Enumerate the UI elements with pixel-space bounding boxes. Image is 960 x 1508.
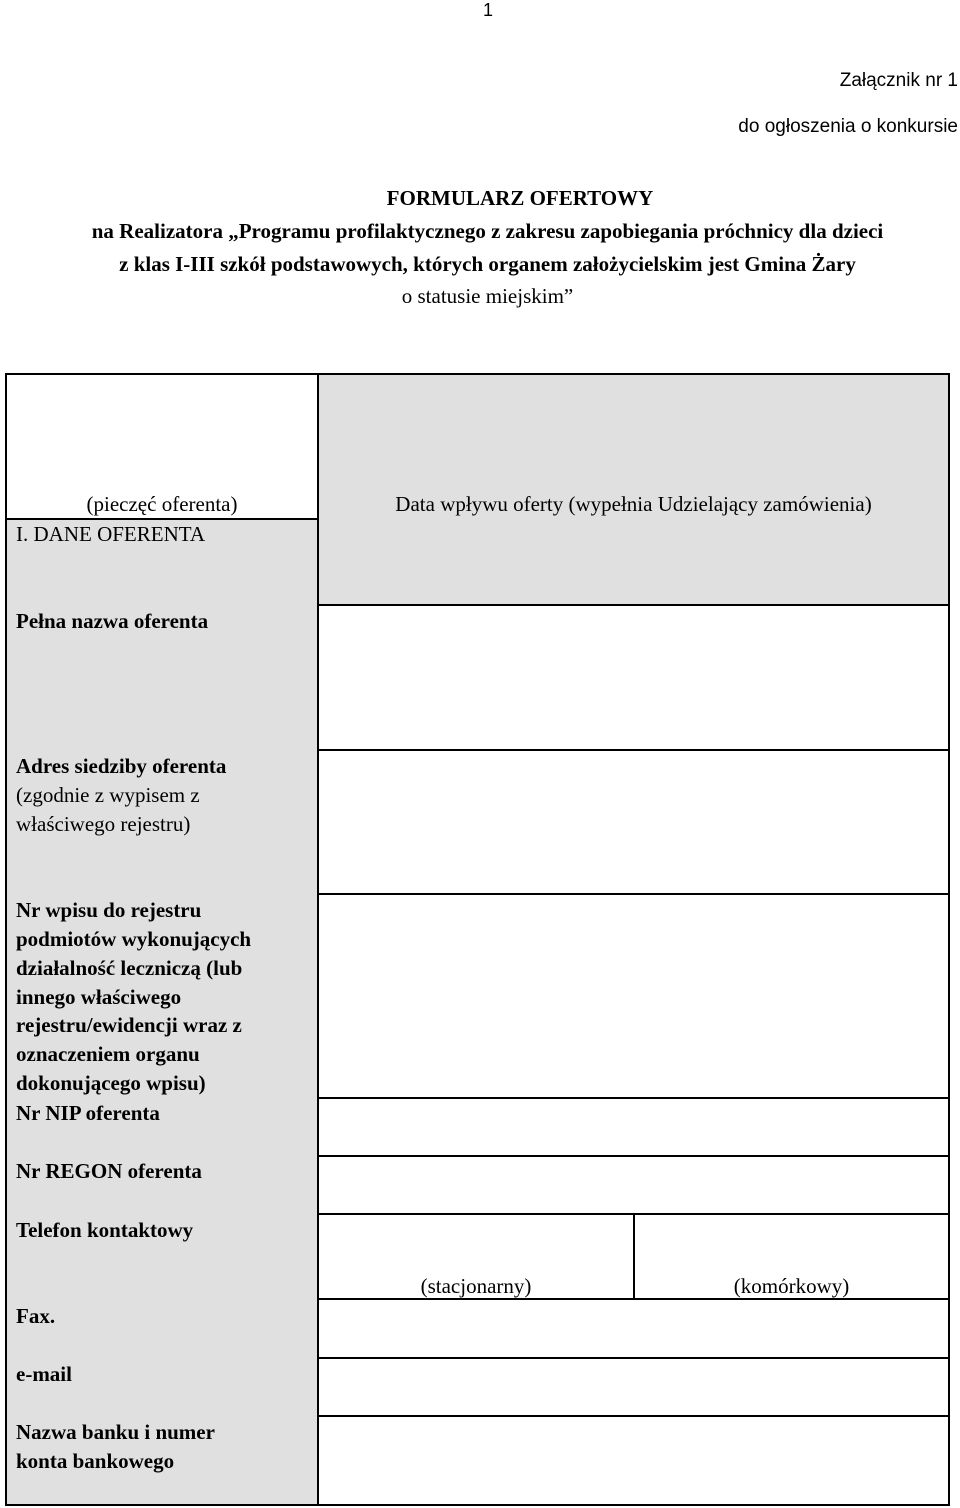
- registry-label-line-3: działalność leczniczą (lub: [16, 956, 243, 980]
- bank-label-line-1: Nazwa banku i numer: [16, 1420, 215, 1444]
- phone-label: Telefon kontaktowy: [16, 1218, 194, 1242]
- nip-label: Nr NIP oferenta: [16, 1101, 160, 1125]
- fax-input[interactable]: [320, 1300, 948, 1357]
- phone-mobile-caption: (komórkowy): [733, 1274, 850, 1298]
- stamp-label: (pieczęć oferenta): [86, 492, 238, 516]
- attachment-number: Załącznik nr 1: [839, 70, 958, 91]
- page-number: 1: [482, 0, 493, 20]
- registry-label-line-6: oznaczeniem organu: [16, 1042, 200, 1066]
- bank-label-line-2: konta bankowego: [16, 1449, 175, 1473]
- address-label: Adres siedziby oferenta: [16, 754, 227, 778]
- fax-label: Fax.: [16, 1304, 56, 1328]
- bank-input[interactable]: [320, 1417, 948, 1504]
- phone-landline-caption: (stacjonarny): [420, 1274, 532, 1298]
- email-label: e-mail: [16, 1362, 72, 1386]
- address-note-line-1: (zgodnie z wypisem z: [16, 783, 200, 807]
- date-received-label: Data wpływu oferty (wypełnia Udzielający zamówienia): [395, 492, 872, 516]
- regon-input[interactable]: [320, 1157, 948, 1213]
- registry-label-line-4: innego właściwego: [16, 985, 182, 1009]
- form-subtitle-line-2: z klas I-III szkół podstawowych, których organem założycielskim jest Gmina Żary: [119, 252, 856, 276]
- registry-label-line-5: rejestru/ewidencji wraz z: [16, 1013, 242, 1037]
- full-name-input[interactable]: [320, 606, 948, 749]
- form-subtitle-line-1: na Realizatora „Programu profilaktycznego z zakresu zapobiegania próchnicy dla dzieci: [91, 219, 884, 243]
- email-input[interactable]: [320, 1359, 948, 1415]
- attachment-reference: do ogłoszenia o konkursie: [738, 116, 958, 137]
- nip-input[interactable]: [320, 1099, 948, 1155]
- registry-label-line-2: podmiotów wykonujących: [16, 927, 252, 951]
- registry-label-line-1: Nr wpisu do rejestru: [16, 898, 202, 922]
- form-title: FORMULARZ OFERTOWY: [386, 186, 654, 210]
- registry-label-line-7: dokonującego wpisu): [16, 1071, 206, 1095]
- form-subtitle-line-3: o statusie miejskim”: [401, 284, 574, 308]
- address-note-line-2: właściwego rejestru): [16, 812, 191, 836]
- address-input[interactable]: [320, 751, 948, 893]
- regon-label: Nr REGON oferenta: [16, 1159, 202, 1183]
- registry-input[interactable]: [320, 895, 948, 1097]
- section-title: I. DANE OFERENTA: [16, 522, 206, 546]
- full-name-label: Pełna nazwa oferenta: [16, 609, 209, 633]
